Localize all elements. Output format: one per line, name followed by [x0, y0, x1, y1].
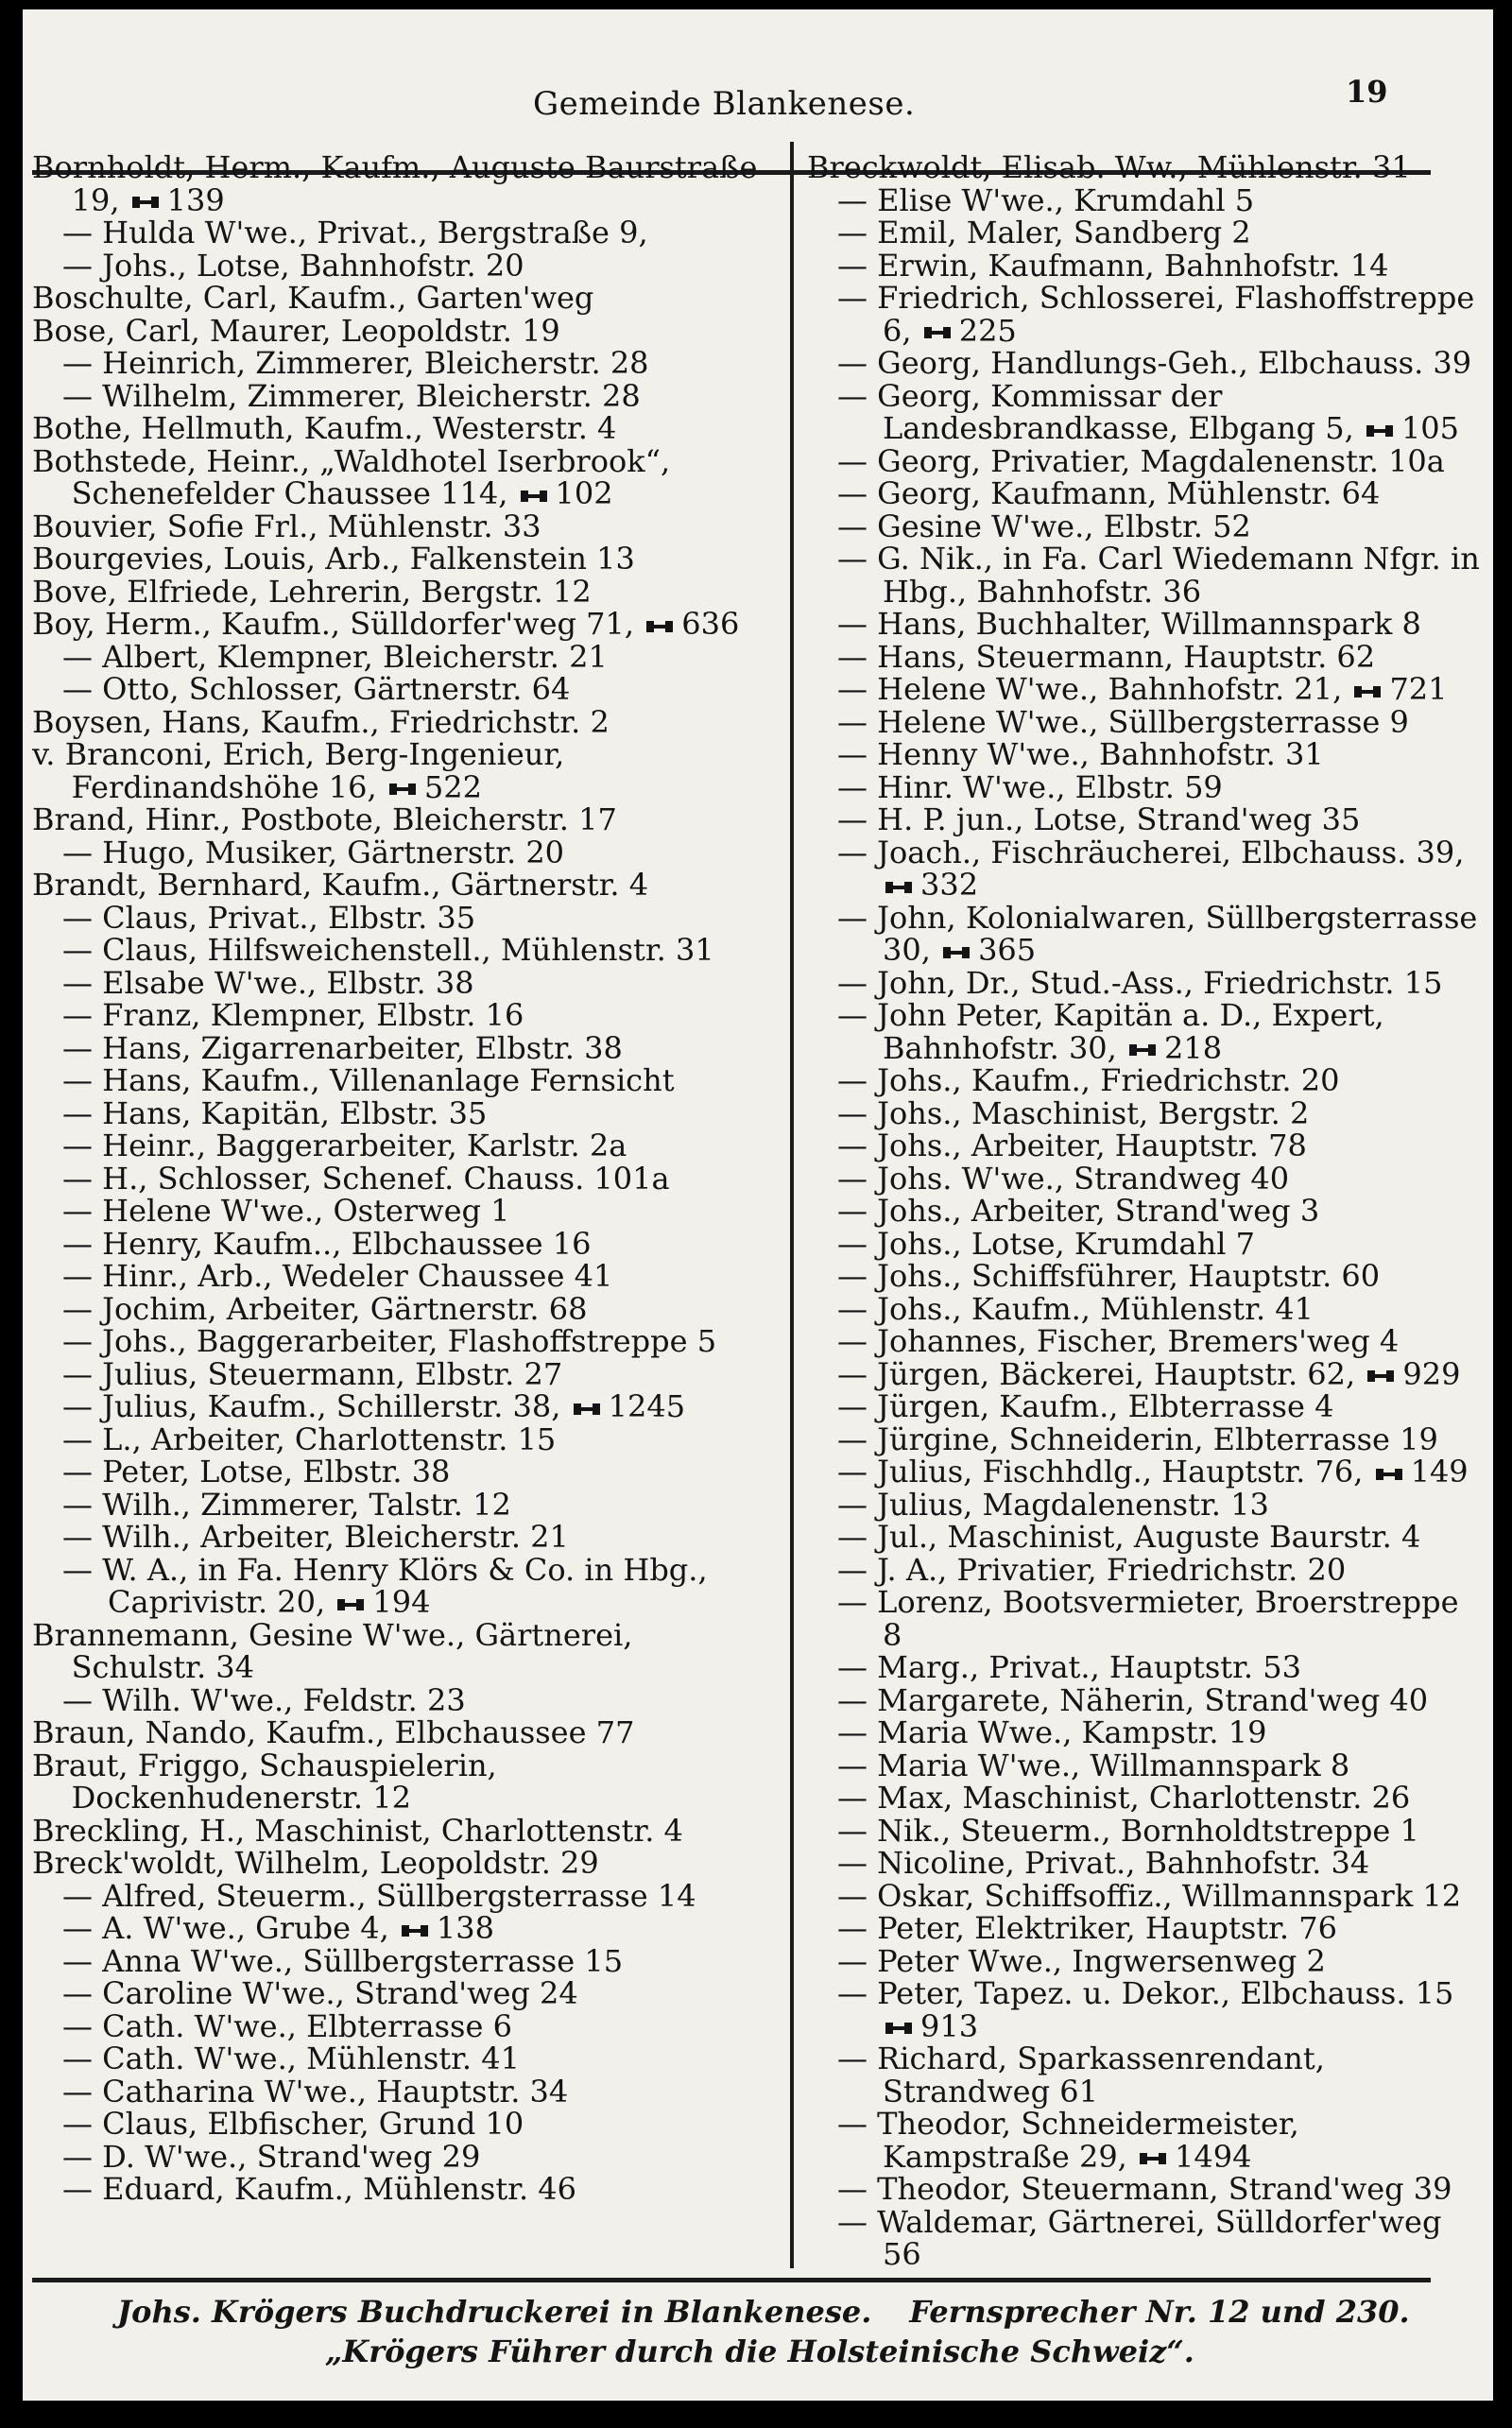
- entry-text: — Johs., Kaufm., Mühlenstr. 41: [837, 1290, 1314, 1327]
- entry-text: Boysen, Hans, Kaufm., Friedrichstr. 2: [32, 703, 610, 740]
- directory-entry: [32, 1423, 769, 1456]
- entry-text: — Maria Wwe., Kampstr. 19: [837, 1714, 1267, 1750]
- directory-entry: [807, 1423, 1487, 1456]
- entry-text: — Elsabe W'we., Elbstr. 38: [62, 964, 474, 1001]
- directory-entry: [807, 1390, 1487, 1423]
- entry-text: Brannemann, Gesine W'we., Gärtnerei, Schulstr. 34: [32, 1616, 633, 1685]
- entry-text: — Friedrich, Schlosserei, Flashoffstreppe 6,: [837, 280, 1475, 349]
- entry-text: — Johs., Lotse, Bahnhofstr. 20: [62, 247, 524, 284]
- directory-entry: [807, 542, 1487, 608]
- directory-entry: [807, 1521, 1487, 1554]
- phone-number: 1245: [608, 1388, 686, 1424]
- entry-text: — Johs., Maschinist, Bergstr. 2: [837, 1094, 1310, 1131]
- phone-number: 522: [423, 768, 482, 805]
- directory-entry: [807, 347, 1487, 380]
- directory-entry: [807, 1749, 1487, 1782]
- entry-text: — Jürgine, Schneiderin, Elbterrasse 19: [837, 1421, 1438, 1457]
- entry-text: — Peter Wwe., Ingwersenweg 2: [837, 1942, 1326, 1979]
- entry-text: — John, Dr., Stud.-Ass., Friedrichstr. 15: [837, 964, 1443, 1001]
- telephone-icon: [336, 1598, 365, 1611]
- directory-entry: [807, 1977, 1487, 2042]
- directory-entry: [32, 247, 769, 284]
- entry-text: — Hugo, Musiker, Gärtnerstr. 20: [62, 834, 565, 870]
- directory-entry: [32, 1912, 769, 1945]
- entry-text: — Helene W'we., Osterweg 1: [62, 1193, 510, 1229]
- entry-text: — Otto, Schlosser, Gärtnerstr. 64: [62, 671, 571, 707]
- entry-text: Bove, Elfriede, Lehrerin, Bergstr. 12: [32, 573, 592, 610]
- directory-entry: [32, 1455, 769, 1489]
- entry-text: — Johs. W'we., Strandweg 40: [837, 1160, 1290, 1197]
- directory-entry: [32, 1129, 769, 1162]
- entry-text: Bose, Carl, Maurer, Leopoldstr. 19: [32, 312, 560, 349]
- entry-text: — Max, Maschinist, Charlottenstr. 26: [837, 1780, 1411, 1816]
- telephone-icon: [131, 196, 160, 209]
- phone-number: 929: [1402, 1355, 1461, 1392]
- entry-text: Breckwoldt, Elisab. Ww., Mühlenstr. 31: [807, 151, 1411, 185]
- entry-text: — Hans, Buchhalter, Willmannspark 8: [837, 606, 1421, 642]
- directory-entry: [32, 347, 769, 380]
- directory-entry: [32, 1290, 769, 1327]
- phone-number: 913: [920, 2007, 979, 2044]
- directory-entry: [807, 1847, 1487, 1880]
- directory-entry: [807, 1225, 1487, 1262]
- directory-entry: [807, 477, 1487, 510]
- directory-entry: [32, 738, 769, 803]
- entry-text: — Jochim, Arbeiter, Gärtnerstr. 68: [62, 1290, 588, 1327]
- directory-entry: [32, 999, 769, 1032]
- entry-text: — Eduard, Kaufm., Mühlenstr. 46: [62, 2171, 577, 2207]
- entry-text: — Margarete, Näherin, Strand'weg 40: [837, 1681, 1429, 1718]
- phone-number: 194: [372, 1584, 431, 1620]
- directory-entry: [807, 1355, 1487, 1392]
- phone-number: 365: [978, 932, 1037, 968]
- printer-phone: Fernsprecher Nr. 12 und 230.: [909, 2294, 1410, 2330]
- entry-text: — Anna W'we., Süllbergsterrasse 15: [62, 1942, 624, 1979]
- directory-entry: [32, 964, 769, 1001]
- entry-text: — Johs., Lotse, Krumdahl 7: [837, 1225, 1255, 1262]
- directory-entry: [807, 282, 1487, 347]
- telephone-icon: [645, 620, 674, 633]
- entry-text: — Hans, Kaufm., Villenanlage Fernsicht: [62, 1062, 675, 1098]
- directory-entry: [32, 1225, 769, 1262]
- telephone-icon: [1139, 2152, 1167, 2165]
- page-number: 19: [1346, 74, 1388, 110]
- directory-entry: [807, 738, 1487, 771]
- directory-entry: [807, 673, 1487, 706]
- phone-number: 1494: [1175, 2138, 1252, 2175]
- entry-text: — Julius, Steuermann, Elbstr. 27: [62, 1355, 563, 1392]
- directory-entry: [807, 1325, 1487, 1358]
- directory-entry: [32, 216, 769, 250]
- entry-text: — Johs., Kaufm., Friedrichstr. 20: [837, 1062, 1340, 1098]
- directory-entry: [32, 412, 769, 445]
- telephone-icon: [1366, 1369, 1395, 1383]
- directory-entry: [32, 1064, 769, 1097]
- entry-text: — Wilhelm, Zimmerer, Bleicherstr. 28: [62, 377, 641, 414]
- directory-entry: [32, 899, 769, 936]
- entry-text: Boy, Herm., Kaufm., Sülldorfer'weg 71,: [32, 606, 635, 642]
- directory-entry: [32, 673, 769, 706]
- directory-entry: [32, 1877, 769, 1914]
- directory-entry: [807, 377, 1487, 446]
- left-column: [32, 151, 769, 2278]
- directory-entry: [32, 638, 769, 675]
- entry-text: — John, Kolonialwaren, Süllbergsterrasse 30,: [837, 899, 1478, 968]
- directory-entry: [807, 510, 1487, 543]
- page-title: Gemeinde Blankenese.: [533, 85, 916, 123]
- directory-entry: [807, 1064, 1487, 1097]
- telephone-icon: [388, 783, 417, 796]
- entry-text: — Georg, Kaufmann, Mühlenstr. 64: [837, 475, 1381, 511]
- entry-text: — Hans, Steuermann, Hauptstr. 62: [837, 638, 1376, 675]
- entry-text: — Hans, Kapitän, Elbstr. 35: [62, 1094, 488, 1131]
- telephone-icon: [1128, 1043, 1157, 1057]
- directory-entry: [32, 510, 769, 543]
- entry-text: Bothe, Hellmuth, Kaufm., Westerstr. 4: [32, 410, 617, 446]
- entry-text: — Claus, Hilfsweichenstell., Mühlenstr. 31: [62, 932, 714, 968]
- telephone-icon: [573, 1403, 601, 1416]
- entry-text: Bornholdt, Herm., Kaufm., Auguste Baurstraße 19,: [32, 151, 758, 218]
- entry-text: Brandt, Bernhard, Kaufm., Gärtnerstr. 4: [32, 867, 649, 903]
- entry-text: — Maria W'we., Willmannspark 8: [837, 1747, 1350, 1783]
- directory-entry: [807, 1290, 1487, 1327]
- entry-text: — Georg, Kommissar der Landesbrandkasse, Elbgang 5,: [837, 377, 1354, 446]
- directory-entry: [807, 2173, 1487, 2206]
- telephone-icon: [885, 2022, 913, 2035]
- phone-number: 138: [436, 1910, 494, 1946]
- directory-entry: [807, 1681, 1487, 1718]
- entry-text: — Helene W'we., Süllbergsterrasse 9: [837, 703, 1409, 740]
- directory-entry: [807, 1877, 1487, 1914]
- directory-entry: [807, 1162, 1487, 1196]
- entry-text: Bothstede, Heinr., „Waldhotel Iserbrook“, Schenefelder Chaussee 114,: [32, 442, 671, 511]
- entry-text: — Heinr., Baggerarbeiter, Karlstr. 2a: [62, 1128, 627, 1163]
- directory-entry: [807, 2042, 1487, 2108]
- entry-text: v. Branconi, Erich, Berg-Ingenieur, Ferdinandshöhe 16,: [32, 736, 565, 805]
- entry-text: — Joach., Fischräucherei, Elbchauss. 39,: [837, 834, 1465, 870]
- entry-text: — John Peter, Kapitän a. D., Expert, Bahnhofstr. 30,: [837, 997, 1384, 1066]
- entry-text: — A. W'we., Grube 4,: [62, 1910, 389, 1946]
- entry-text: — Johs., Baggerarbeiter, Flashoffstreppe 5: [62, 1323, 717, 1359]
- entry-text: — Jul., Maschinist, Auguste Baurstr. 4: [837, 1519, 1421, 1555]
- directory-entry: [32, 1094, 769, 1131]
- entry-text: Breck'woldt, Wilhelm, Leopoldstr. 29: [32, 1845, 599, 1881]
- directory-entry: [32, 1942, 769, 1979]
- directory-entry: [32, 608, 769, 641]
- footer-rule: [32, 2278, 1431, 2282]
- entry-text: Braun, Nando, Kaufm., Elbchaussee 77: [32, 1714, 635, 1750]
- directory-entry: [32, 312, 769, 349]
- directory-entry: [807, 2203, 1487, 2272]
- entry-text: — Peter, Elektriker, Hauptstr. 76: [837, 1910, 1337, 1946]
- entry-text: — Erwin, Kaufmann, Bahnhofstr. 14: [837, 247, 1389, 284]
- directory-entry: [32, 1681, 769, 1718]
- entry-text: — W. A., in Fa. Henry Klörs & Co. in Hbg., Caprivistr. 20,: [62, 1551, 708, 1620]
- directory-entry: [807, 1586, 1487, 1651]
- directory-entry: [32, 282, 769, 315]
- directory-entry: [32, 703, 769, 740]
- directory-entry: [32, 2173, 769, 2206]
- entry-text: — Gesine W'we., Elbstr. 52: [837, 508, 1251, 544]
- entry-text: — Henry, Kaufm.., Elbchaussee 16: [62, 1225, 592, 1262]
- entry-text: — L., Arbeiter, Charlottenstr. 15: [62, 1421, 557, 1457]
- directory-entry: [32, 1390, 769, 1423]
- phone-number: 332: [920, 867, 979, 903]
- telephone-icon: [401, 1924, 429, 1937]
- directory-entry: [32, 1847, 769, 1880]
- entry-text: — Wilh. W'we., Feldstr. 23: [62, 1681, 466, 1718]
- directory-entry: [807, 1716, 1487, 1749]
- directory-entry: [807, 442, 1487, 479]
- telephone-icon: [520, 490, 548, 503]
- directory-entry: [32, 1812, 769, 1849]
- directory-entry: [32, 1551, 769, 1620]
- right-column: [807, 151, 1487, 2278]
- directory-entry: [32, 836, 769, 870]
- entry-text: — Caroline W'we., Strand'weg 24: [62, 1975, 578, 2011]
- directory-entry: [32, 1260, 769, 1293]
- directory-entry: [32, 573, 769, 610]
- directory-entry: [32, 1486, 769, 1523]
- entry-text: — Julius, Kaufm., Schillerstr. 38,: [62, 1388, 561, 1424]
- directory-entry: [807, 1094, 1487, 1131]
- entry-text: — Hinr., Arb., Wedeler Chaussee 41: [62, 1258, 613, 1294]
- entry-text: — Alfred, Steuerm., Süllbergsterrasse 14: [62, 1877, 696, 1914]
- entry-text: — Theodor, Steuermann, Strand'weg 39: [837, 2171, 1452, 2207]
- entry-text: — Georg, Handlungs-Geh., Elbchauss. 39: [837, 345, 1472, 381]
- entry-text: — Hulda W'we., Privat., Bergstraße 9,: [62, 215, 648, 250]
- directory-entry: [807, 1912, 1487, 1945]
- directory-entry: [807, 151, 1487, 184]
- phone-number: 139: [166, 181, 225, 218]
- directory-entry: [32, 803, 769, 836]
- telephone-icon: [885, 881, 913, 894]
- phone-number: 218: [1164, 1029, 1223, 1066]
- entry-text: — Jürgen, Kaufm., Elbterrasse 4: [837, 1388, 1334, 1424]
- telephone-icon: [942, 946, 971, 959]
- directory-entry: [32, 1195, 769, 1228]
- directory-entry: [32, 869, 769, 902]
- directory-entry: [807, 964, 1487, 1001]
- entry-text: — Julius, Fischhdlg., Hauptstr. 76,: [837, 1454, 1364, 1490]
- phone-number: 102: [555, 475, 613, 511]
- entry-text: — Helene W'we., Bahnhofstr. 21,: [837, 671, 1343, 707]
- directory-entry: [32, 1325, 769, 1358]
- entry-text: — Richard, Sparkassenrendant, Strandweg 61: [837, 2041, 1325, 2109]
- directory-entry: [32, 1355, 769, 1392]
- entry-text: — Oskar, Schiffsoffiz., Willmannspark 12: [837, 1877, 1462, 1914]
- directory-entry: [32, 1029, 769, 1066]
- directory-entry: [807, 1129, 1487, 1162]
- directory-entry: [32, 2007, 769, 2044]
- directory-entry: [807, 1455, 1487, 1489]
- directory-entry: [807, 1651, 1487, 1684]
- directory-entry: [32, 1616, 769, 1685]
- phone-number: 636: [681, 606, 740, 642]
- telephone-icon: [1375, 1468, 1403, 1481]
- telephone-icon: [923, 326, 952, 339]
- entry-text: Bourgevies, Louis, Arb., Falkenstein 13: [32, 541, 635, 577]
- entry-text: — Marg., Privat., Hauptstr. 53: [837, 1649, 1301, 1685]
- directory-entry: [32, 442, 769, 511]
- entry-text: — Julius, Magdalenenstr. 13: [837, 1486, 1269, 1523]
- directory-entry: [807, 1551, 1487, 1588]
- entry-text: — Wilh., Zimmerer, Talstr. 12: [62, 1486, 511, 1523]
- directory-entry: [32, 2138, 769, 2175]
- entry-text: — Nicoline, Privat., Bahnhofstr. 34: [837, 1845, 1370, 1881]
- entry-text: — H. P. jun., Lotse, Strand'weg 35: [837, 801, 1361, 837]
- directory-entry: [32, 2108, 769, 2141]
- entry-text: — Henny W'we., Bahnhofstr. 31: [837, 736, 1324, 772]
- directory-entry: [32, 151, 769, 216]
- entry-text: — D. W'we., Strand'weg 29: [62, 2138, 481, 2175]
- directory-entry: [807, 1782, 1487, 1815]
- telephone-icon: [1366, 424, 1394, 438]
- directory-entry: [32, 1162, 769, 1196]
- guide-advert: „Krögers Führer durch die Holsteinische Schweiz“.: [325, 2333, 1194, 2369]
- directory-entry: [807, 899, 1487, 968]
- entry-text: — Peter, Tapez. u. Dekor., Elbchauss. 15: [837, 1975, 1454, 2011]
- phone-number: 721: [1389, 671, 1448, 707]
- directory-entry: [32, 1749, 769, 1815]
- entry-text: — Franz, Klempner, Elbstr. 16: [62, 997, 524, 1033]
- printer-name: Johs. Krögers Buchdruckerei in Blankenese.: [117, 2294, 872, 2330]
- directory-entry: [32, 1977, 769, 2010]
- phone-number: 149: [1410, 1454, 1469, 1490]
- page-header: [23, 66, 1440, 132]
- printer-footer: [32, 2292, 1487, 2371]
- directory-entry: [32, 542, 769, 576]
- entry-text: — Johs., Arbeiter, Strand'weg 3: [837, 1193, 1320, 1229]
- phone-number: 225: [958, 312, 1017, 349]
- directory-entry: [807, 1260, 1487, 1293]
- directory-entry: [807, 768, 1487, 805]
- entry-text: — Peter, Lotse, Elbstr. 38: [62, 1454, 451, 1490]
- entry-text: — Claus, Privat., Elbstr. 35: [62, 899, 476, 936]
- entry-text: — Hans, Zigarrenarbeiter, Elbstr. 38: [62, 1029, 623, 1066]
- entry-text: — H., Schlosser, Schenef. Chauss. 101a: [62, 1160, 670, 1197]
- column-divider: [790, 142, 794, 2268]
- telephone-icon: [1353, 685, 1382, 698]
- entry-text: — Johs., Arbeiter, Hauptstr. 78: [837, 1128, 1307, 1163]
- entry-text: — Lorenz, Bootsvermieter, Broerstreppe 8: [837, 1584, 1459, 1653]
- entry-text: Braut, Friggo, Schauspielerin, Dockenhudenerstr. 12: [32, 1747, 497, 1816]
- directory-entry: [807, 1486, 1487, 1523]
- directory-entry: [807, 638, 1487, 675]
- entry-text: Boschulte, Carl, Kaufm., Garten'weg: [32, 280, 594, 316]
- directory-entry: [32, 2075, 769, 2109]
- directory-entry: [807, 1195, 1487, 1228]
- entry-text: — Emil, Maler, Sandberg 2: [837, 215, 1251, 250]
- entry-text: — J. A., Privatier, Friedrichstr. 20: [837, 1551, 1347, 1588]
- directory-entry: [32, 1716, 769, 1749]
- directory-entry: [807, 181, 1487, 218]
- directory-entry: [807, 1812, 1487, 1849]
- entry-text: — Wilh., Arbeiter, Bleicherstr. 21: [62, 1519, 569, 1555]
- directory-entry: [807, 1942, 1487, 1979]
- entry-text: — Catharina W'we., Hauptstr. 34: [62, 2073, 569, 2109]
- entry-text: — Georg, Privatier, Magdalenenstr. 10a: [837, 442, 1445, 479]
- entry-text: Bouvier, Sofie Frl., Mühlenstr. 33: [32, 508, 541, 544]
- directory-entry: [807, 608, 1487, 641]
- entry-text: — Hinr. W'we., Elbstr. 59: [837, 768, 1223, 805]
- entry-text: Breckling, H., Maschinist, Charlottenstr. 4: [32, 1812, 683, 1849]
- directory-entry: [32, 377, 769, 414]
- directory-page: [23, 9, 1493, 2401]
- entry-text: — Cath. W'we., Elbterrasse 6: [62, 2007, 512, 2044]
- entry-text: — Theodor, Schneidermeister, Kampstraße 29,: [837, 2106, 1299, 2175]
- entry-text: — Nik., Steuerm., Bornholdtstreppe 1: [837, 1812, 1419, 1849]
- entry-text: — Waldemar, Gärtnerei, Sülldorfer'weg 56: [837, 2203, 1442, 2272]
- directory-entry: [807, 247, 1487, 284]
- directory-entry: [32, 934, 769, 967]
- directory-entry: [807, 836, 1487, 902]
- entry-text: — Albert, Klempner, Bleicherstr. 21: [62, 638, 608, 675]
- directory-entry: [807, 999, 1487, 1064]
- directory-entry: [807, 2108, 1487, 2173]
- directory-entry: [807, 216, 1487, 250]
- entry-text: — Cath. W'we., Mühlenstr. 41: [62, 2041, 520, 2076]
- entry-text: — Jürgen, Bäckerei, Hauptstr. 62,: [837, 1355, 1356, 1392]
- entry-text: — Elise W'we., Krumdahl 5: [837, 181, 1255, 218]
- directory-entry: [32, 2042, 769, 2075]
- entry-text: — Claus, Elbfischer, Grund 10: [62, 2106, 524, 2142]
- entry-text: — Johannes, Fischer, Bremers'weg 4: [837, 1323, 1400, 1359]
- entry-text: — Johs., Schiffsführer, Hauptstr. 60: [837, 1258, 1381, 1294]
- entry-text: — Heinrich, Zimmerer, Bleicherstr. 28: [62, 345, 649, 381]
- entry-text: Brand, Hinr., Postbote, Bleicherstr. 17: [32, 801, 617, 837]
- directory-entry: [32, 1521, 769, 1554]
- entry-text: — G. Nik., in Fa. Carl Wiedemann Nfgr. in Hbg., Bahnhofstr. 36: [837, 541, 1480, 610]
- directory-entry: [807, 803, 1487, 836]
- directory-entry: [807, 703, 1487, 740]
- phone-number: 105: [1400, 410, 1460, 446]
